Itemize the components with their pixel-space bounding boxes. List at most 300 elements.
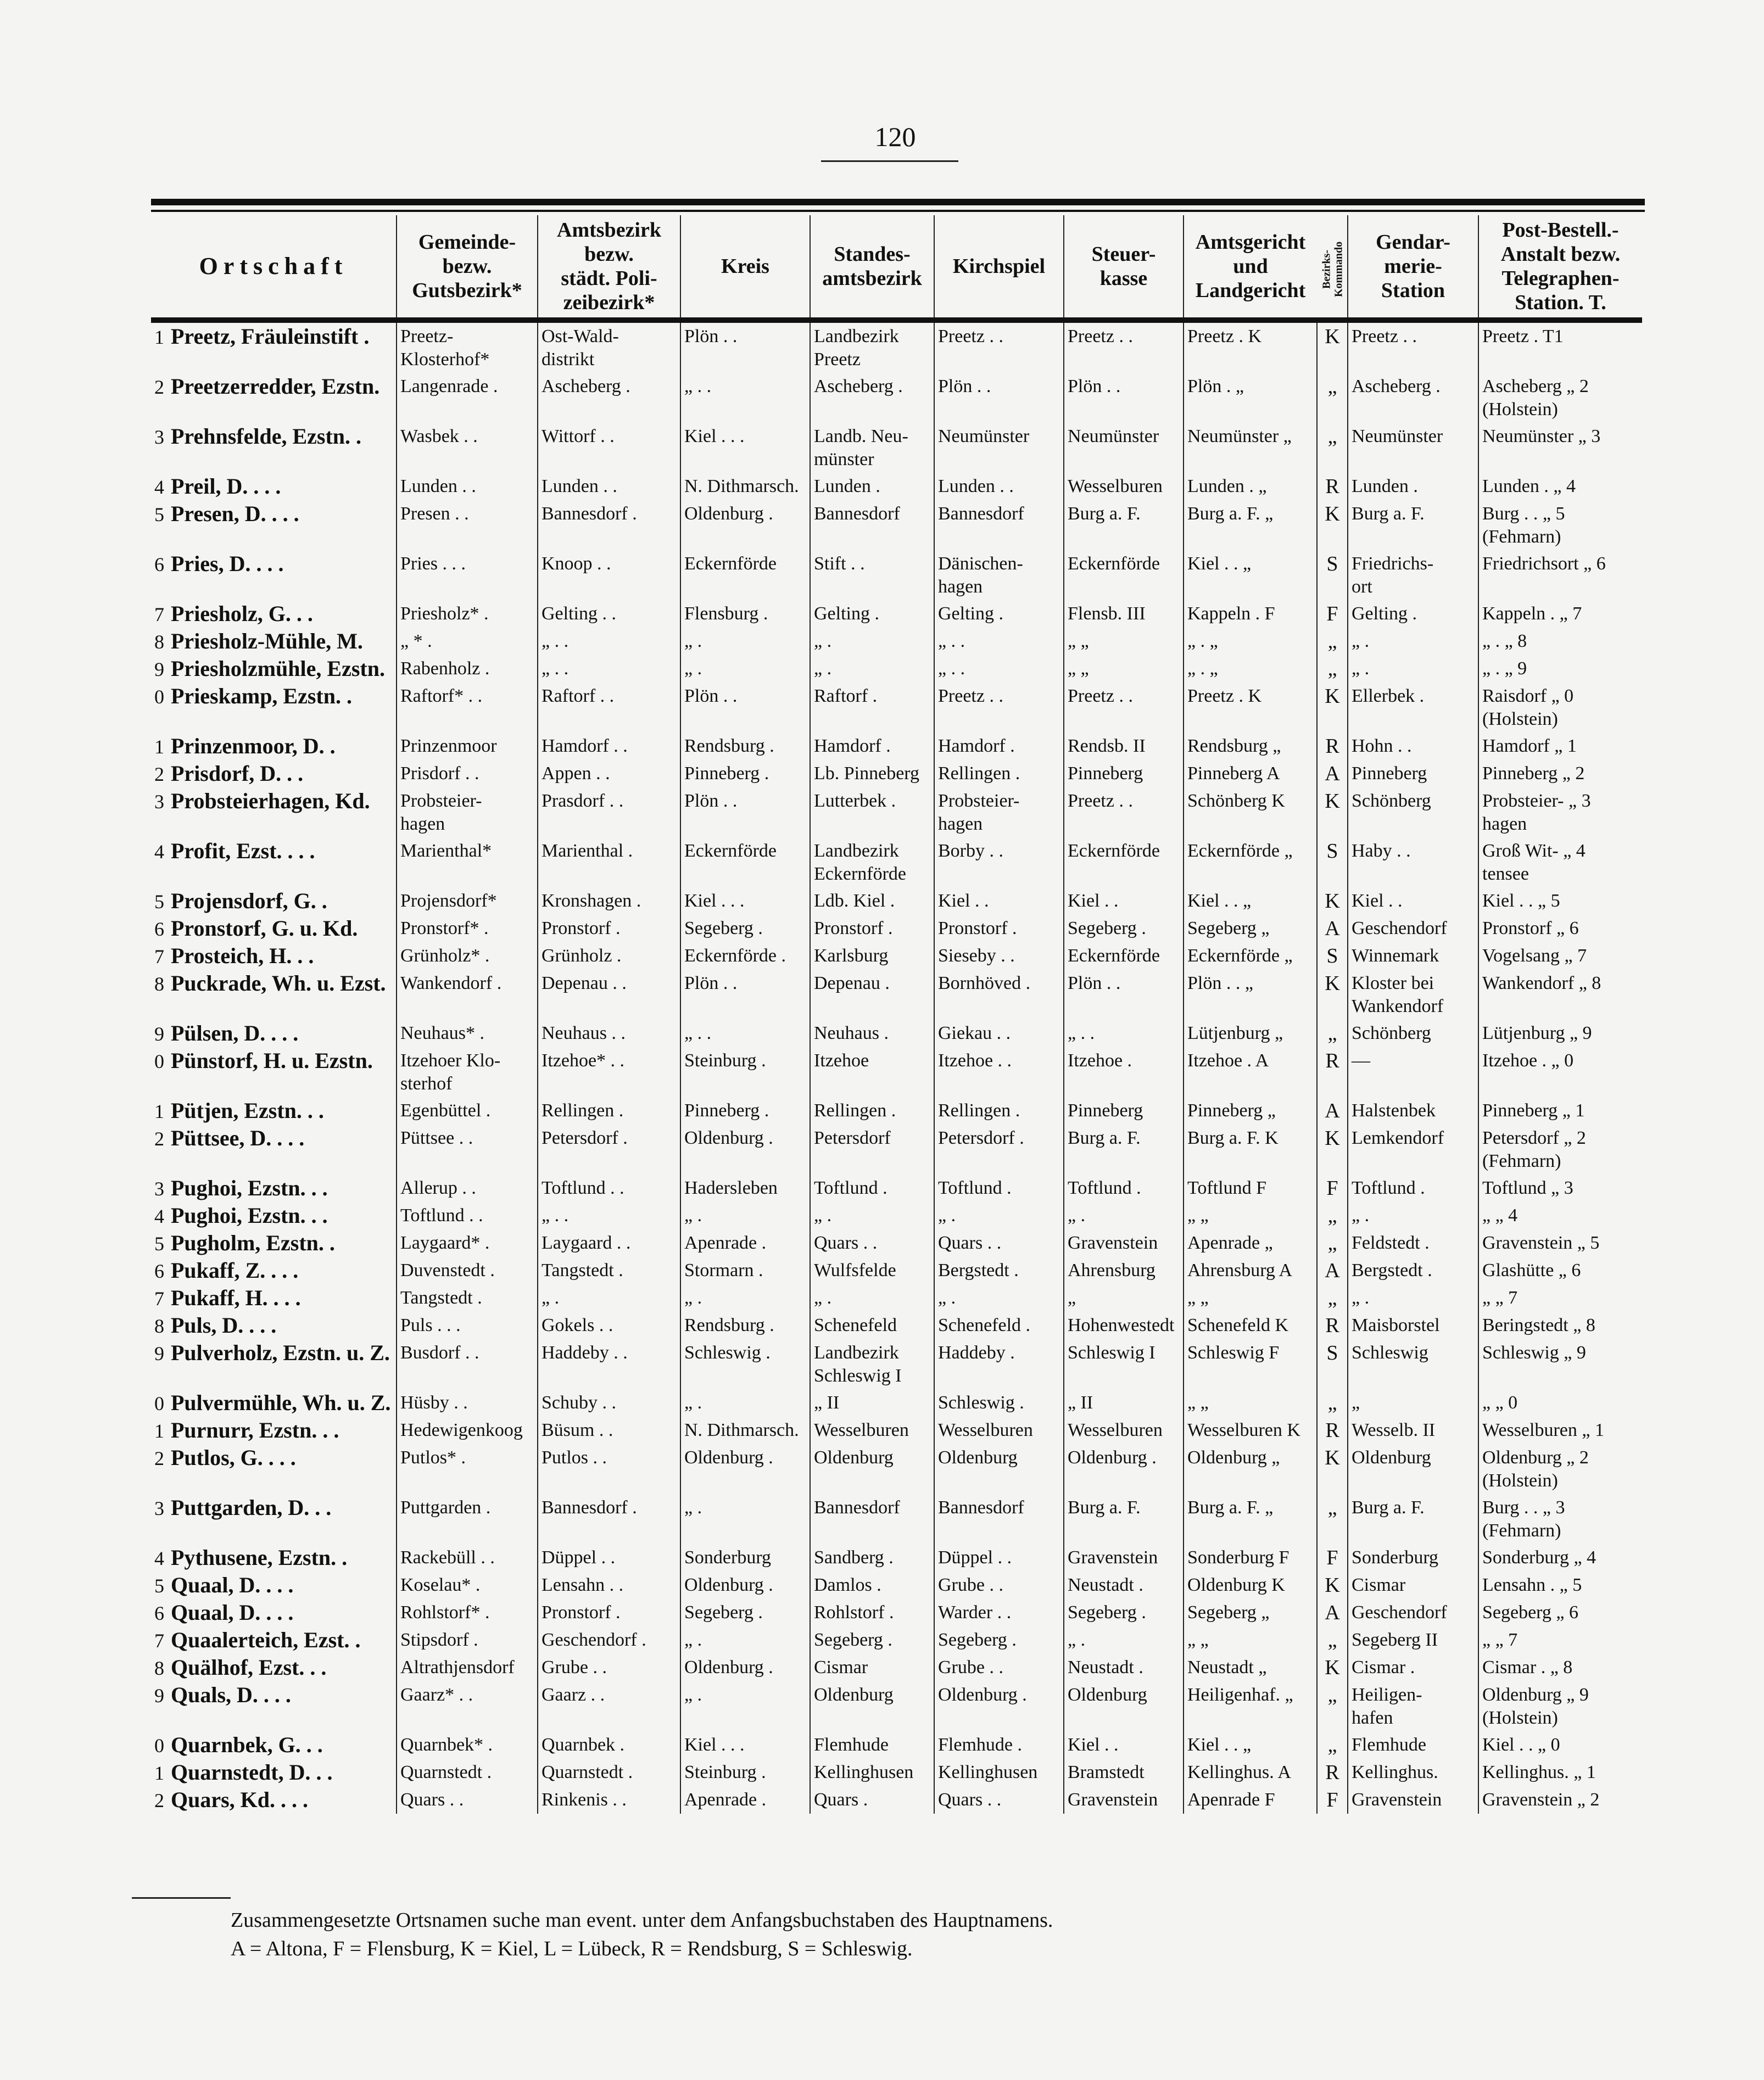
cell-amtsbezirk: Schuby . . — [538, 1389, 680, 1417]
cell-gemeinde: Pronstorf* . — [397, 915, 538, 942]
cell-post: Schleswig „ 9 — [1478, 1339, 1642, 1389]
cell-gemeinde: Hedewigenkoog — [397, 1417, 538, 1444]
cell-amtsgericht: Plön . „ — [1184, 373, 1317, 423]
cell-kreis: Oldenburg . — [680, 1125, 810, 1175]
cell-ortschaft — [151, 1731, 397, 1759]
cell-gemeinde: Püttsee . . — [397, 1125, 538, 1175]
cell-ortschaft — [151, 1047, 397, 1097]
cell-gemeinde: Koselau* . — [397, 1572, 538, 1599]
cell-kirchspiel: Hamdorf . — [934, 733, 1064, 760]
cell-kirchspiel: Oldenburg — [934, 1444, 1064, 1494]
row-number: 5 — [154, 891, 164, 913]
cell-standesamt: Wesselburen — [810, 1417, 934, 1444]
cell-gendarmerie: Winnemark — [1348, 942, 1478, 970]
cell-bezirkskommando: A — [1317, 1599, 1348, 1626]
cell-kreis: N. Dithmarsch. — [680, 473, 810, 500]
cell-gemeinde: Priesholz* . — [397, 600, 538, 628]
cell-gendarmerie: Hohn . . — [1348, 733, 1478, 760]
place-name: Putlos, G. . . . — [171, 1445, 296, 1470]
cell-amtsgericht: Segeberg „ — [1184, 915, 1317, 942]
cell-amtsgericht: Kiel . . „ — [1184, 887, 1317, 915]
place-name: Priesholz, G. . . — [171, 601, 313, 626]
cell-bezirkskommando: R — [1317, 1047, 1348, 1097]
cell-gendarmerie: Kellinghus. — [1348, 1759, 1478, 1786]
cell-amtsbezirk: Ost-Wald- distrikt — [538, 320, 680, 373]
place-name: Puls, D. . . . — [171, 1313, 277, 1338]
cell-bezirkskommando: „ — [1317, 373, 1348, 423]
table-row — [151, 1020, 1642, 1047]
cell-bezirkskommando: K — [1317, 1654, 1348, 1681]
cell-standesamt: Ascheberg . — [810, 373, 934, 423]
cell-gendarmerie: Cismar . — [1348, 1654, 1478, 1681]
cell-kreis: Oldenburg . — [680, 500, 810, 550]
row-number: 5 — [154, 1575, 164, 1597]
cell-amtsgericht: Schleswig F — [1184, 1339, 1317, 1389]
cell-bezirkskommando: K — [1317, 1125, 1348, 1175]
table-row — [151, 473, 1642, 500]
header-bezirkskommando: Bezirks- Kommando — [1317, 215, 1348, 320]
cell-gemeinde: Puttgarden . — [397, 1494, 538, 1544]
table-row — [151, 1097, 1642, 1125]
cell-standesamt: Lutterbek . — [810, 787, 934, 837]
cell-kirchspiel: Schleswig . — [934, 1389, 1064, 1417]
cell-amtsbezirk: Marienthal . — [538, 837, 680, 887]
cell-standesamt: Stift . . — [810, 550, 934, 600]
cell-ortschaft — [151, 1097, 397, 1125]
cell-ortschaft — [151, 1284, 397, 1312]
cell-amtsbezirk: Grube . . — [538, 1654, 680, 1681]
cell-post: Preetz . T1 — [1478, 320, 1642, 373]
cell-amtsbezirk: Hamdorf . . — [538, 733, 680, 760]
cell-bezirkskommando: S — [1317, 837, 1348, 887]
cell-gendarmerie: Friedrichs- ort — [1348, 550, 1478, 600]
header-post: Post-Bestell.- Anstalt bezw. Telegraphen- Station. T. — [1478, 215, 1642, 320]
row-number: 4 — [154, 841, 164, 863]
place-name: Pugholm, Ezstn. . — [171, 1231, 335, 1255]
cell-post: Friedrichsort „ 6 — [1478, 550, 1642, 600]
table-row — [151, 1417, 1642, 1444]
cell-kirchspiel: „ . — [934, 1284, 1064, 1312]
cell-gemeinde: Puls . . . — [397, 1312, 538, 1339]
cell-ortschaft — [151, 600, 397, 628]
cell-amtsbezirk: „ . . — [538, 655, 680, 683]
cell-bezirkskommando: K — [1317, 1572, 1348, 1599]
cell-standesamt: Segeberg . — [810, 1626, 934, 1654]
cell-gendarmerie: Wesselb. II — [1348, 1417, 1478, 1444]
cell-kirchspiel: Dänischen- hagen — [934, 550, 1064, 600]
cell-steuerkasse: Kiel . . — [1064, 1731, 1184, 1759]
cell-amtsgericht: Preetz . K — [1184, 683, 1317, 733]
cell-kreis: Steinburg . — [680, 1047, 810, 1097]
cell-post: „ . „ 8 — [1478, 628, 1642, 655]
cell-gendarmerie: Toftlund . — [1348, 1175, 1478, 1202]
table-row — [151, 500, 1642, 550]
row-number: 8 — [154, 1315, 164, 1337]
table-row — [151, 1125, 1642, 1175]
table-row — [151, 760, 1642, 787]
cell-gemeinde: Wankendorf . — [397, 970, 538, 1020]
cell-bezirkskommando: „ — [1317, 655, 1348, 683]
table-row — [151, 1681, 1642, 1731]
place-name: Quarnstedt, D. . . — [171, 1760, 333, 1785]
cell-ortschaft — [151, 1389, 397, 1417]
cell-steuerkasse: Eckernförde — [1064, 837, 1184, 887]
cell-gemeinde: Pries . . . — [397, 550, 538, 600]
place-name: Quälhof, Ezst. . . — [171, 1655, 327, 1680]
cell-ortschaft — [151, 1544, 397, 1572]
footnote: Zusammengesetzte Ortsnamen suche man event. unter dem Anfangsbuchstaben des Hauptnamens. — [231, 1909, 1053, 1932]
cell-amtsbezirk: Düppel . . — [538, 1544, 680, 1572]
row-number: 2 — [154, 1790, 164, 1811]
cell-amtsbezirk: Petersdorf . — [538, 1125, 680, 1175]
cell-gendarmerie: Ascheberg . — [1348, 373, 1478, 423]
cell-amtsgericht: Schenefeld K — [1184, 1312, 1317, 1339]
cell-ortschaft — [151, 683, 397, 733]
cell-amtsbezirk: Pronstorf . — [538, 1599, 680, 1626]
cell-steuerkasse: Pinneberg — [1064, 760, 1184, 787]
place-name: Pythusene, Ezstn. . — [171, 1545, 348, 1570]
cell-kirchspiel: Oldenburg . — [934, 1681, 1064, 1731]
cell-gemeinde: Presen . . — [397, 500, 538, 550]
cell-standesamt: Landbezirk Eckernförde — [810, 837, 934, 887]
place-name: Pulverholz, Ezstn. u. Z. — [171, 1340, 390, 1365]
cell-amtsgericht: „ „ — [1184, 1389, 1317, 1417]
cell-bezirkskommando: „ — [1317, 1494, 1348, 1544]
row-number: 0 — [154, 1735, 164, 1757]
cell-bezirkskommando: S — [1317, 1339, 1348, 1389]
cell-standesamt: Landbezirk Schleswig I — [810, 1339, 934, 1389]
page-number: 120 — [874, 121, 916, 152]
cell-steuerkasse: Eckernförde — [1064, 550, 1184, 600]
cell-amtsgericht: Apenrade F — [1184, 1786, 1317, 1814]
place-name: Projensdorf, G. . — [171, 888, 327, 913]
cell-ortschaft — [151, 970, 397, 1020]
cell-kreis: Eckernförde — [680, 550, 810, 600]
row-number: 1 — [154, 1420, 164, 1442]
cell-standesamt: Bannesdorf — [810, 1494, 934, 1544]
table-top-rule-thin — [151, 210, 1645, 212]
cell-kreis: Oldenburg . — [680, 1654, 810, 1681]
cell-steuerkasse: „ — [1064, 1284, 1184, 1312]
cell-amtsgericht: Segeberg „ — [1184, 1599, 1317, 1626]
cell-steuerkasse: Schleswig I — [1064, 1339, 1184, 1389]
cell-gemeinde: Grünholz* . — [397, 942, 538, 970]
cell-gendarmerie: Halstenbek — [1348, 1097, 1478, 1125]
cell-kreis: Schleswig . — [680, 1339, 810, 1389]
cell-kreis: Segeberg . — [680, 1599, 810, 1626]
cell-amtsgericht: Apenrade „ — [1184, 1229, 1317, 1257]
cell-kirchspiel: Quars . . — [934, 1786, 1064, 1814]
place-name: Puttgarden, D. . . — [171, 1495, 332, 1520]
cell-kirchspiel: Warder . . — [934, 1599, 1064, 1626]
cell-bezirkskommando: „ — [1317, 423, 1348, 473]
place-name: Preil, D. . . . — [171, 474, 281, 499]
row-number: 4 — [154, 476, 164, 498]
header-steuerkasse: Steuer- kasse — [1064, 215, 1184, 320]
cell-ortschaft — [151, 628, 397, 655]
cell-kreis: „ . — [680, 1202, 810, 1229]
cell-post: „ . „ 9 — [1478, 655, 1642, 683]
cell-gendarmerie: Oldenburg — [1348, 1444, 1478, 1494]
cell-steuerkasse: Neustadt . — [1064, 1654, 1184, 1681]
cell-kreis: Hadersleben — [680, 1175, 810, 1202]
cell-amtsgericht: Plön . . „ — [1184, 970, 1317, 1020]
cell-kreis: Kiel . . . — [680, 1731, 810, 1759]
cell-kirchspiel: Rellingen . — [934, 1097, 1064, 1125]
cell-standesamt: Quars . . — [810, 1229, 934, 1257]
cell-bezirkskommando: S — [1317, 942, 1348, 970]
cell-post: Petersdorf „ 2 (Fehmarn) — [1478, 1125, 1642, 1175]
cell-amtsgericht: Preetz . K — [1184, 320, 1317, 373]
cell-standesamt: Wulfsfelde — [810, 1257, 934, 1284]
cell-gendarmerie: Heiligen- hafen — [1348, 1681, 1478, 1731]
cell-gendarmerie: „ . — [1348, 655, 1478, 683]
table-row — [151, 787, 1642, 837]
row-number: 7 — [154, 603, 164, 625]
cell-steuerkasse: Plön . . — [1064, 373, 1184, 423]
cell-bezirkskommando: „ — [1317, 1229, 1348, 1257]
cell-bezirkskommando: „ — [1317, 1731, 1348, 1759]
cell-post: „ „ 7 — [1478, 1284, 1642, 1312]
place-name: Prieskamp, Ezstn. . — [171, 684, 352, 708]
cell-kreis: Plön . . — [680, 787, 810, 837]
cell-gendarmerie: „ — [1348, 1389, 1478, 1417]
row-number: 4 — [154, 1205, 164, 1227]
cell-steuerkasse: „ . — [1064, 1202, 1184, 1229]
row-number: 6 — [154, 1260, 164, 1282]
row-number: 3 — [154, 1178, 164, 1200]
row-number: 2 — [154, 1447, 164, 1469]
cell-steuerkasse: Wesselburen — [1064, 473, 1184, 500]
cell-post: Burg . . „ 3 (Fehmarn) — [1478, 1494, 1642, 1544]
cell-kirchspiel: Neumünster — [934, 423, 1064, 473]
cell-ortschaft — [151, 942, 397, 970]
place-name: Presen, D. . . . — [171, 501, 299, 526]
cell-kirchspiel: Bergstedt . — [934, 1257, 1064, 1284]
cell-amtsgericht: Lunden . „ — [1184, 473, 1317, 500]
cell-gendarmerie: Flemhude — [1348, 1731, 1478, 1759]
cell-kirchspiel: Flemhude . — [934, 1731, 1064, 1759]
cell-gemeinde: Rohlstorf* . — [397, 1599, 538, 1626]
row-number: 6 — [154, 918, 164, 940]
cell-kreis: „ . . — [680, 373, 810, 423]
cell-kirchspiel: Grube . . — [934, 1572, 1064, 1599]
cell-standesamt: Lb. Pinneberg — [810, 760, 934, 787]
cell-steuerkasse: Preetz . . — [1064, 320, 1184, 373]
cell-ortschaft — [151, 373, 397, 423]
cell-steuerkasse: Oldenburg . — [1064, 1444, 1184, 1494]
cell-bezirkskommando: „ — [1317, 1681, 1348, 1731]
cell-amtsgericht: „ „ — [1184, 1626, 1317, 1654]
cell-ortschaft — [151, 550, 397, 600]
table-row — [151, 1175, 1642, 1202]
cell-ortschaft — [151, 1312, 397, 1339]
cell-standesamt: Depenau . — [810, 970, 934, 1020]
place-name: Püttsee, D. . . . — [171, 1126, 305, 1150]
cell-kreis: „ . — [680, 1389, 810, 1417]
cell-ortschaft — [151, 1494, 397, 1544]
place-name: Quaalerteich, Ezst. . — [171, 1628, 361, 1652]
cell-kreis: N. Dithmarsch. — [680, 1417, 810, 1444]
cell-amtsgericht: Toftlund F — [1184, 1175, 1317, 1202]
row-number: 5 — [154, 504, 164, 525]
abbreviation-legend: A = Altona, F = Flensburg, K = Kiel, L = Lübeck, R = Rendsburg, S = Schleswig. — [231, 1937, 913, 1960]
cell-standesamt: Oldenburg — [810, 1681, 934, 1731]
cell-steuerkasse: Hohenwestedt — [1064, 1312, 1184, 1339]
cell-gendarmerie: Ellerbek . — [1348, 683, 1478, 733]
cell-gendarmerie: Gelting . — [1348, 600, 1478, 628]
cell-bezirkskommando: F — [1317, 1544, 1348, 1572]
row-number: 8 — [154, 631, 164, 653]
cell-post: Kellinghus. „ 1 — [1478, 1759, 1642, 1786]
cell-post: Vogelsang „ 7 — [1478, 942, 1642, 970]
cell-standesamt: Toftlund . — [810, 1175, 934, 1202]
cell-gemeinde: Duvenstedt . — [397, 1257, 538, 1284]
cell-amtsbezirk: Rinkenis . . — [538, 1786, 680, 1814]
cell-amtsbezirk: Laygaard . . — [538, 1229, 680, 1257]
cell-kreis: Apenrade . — [680, 1786, 810, 1814]
table-row — [151, 320, 1642, 373]
cell-gendarmerie: „ . — [1348, 1202, 1478, 1229]
cell-gemeinde: Probsteier- hagen — [397, 787, 538, 837]
cell-amtsbezirk: Appen . . — [538, 760, 680, 787]
cell-amtsgericht: „ „ — [1184, 1284, 1317, 1312]
cell-steuerkasse: Burg a. F. — [1064, 1494, 1184, 1544]
cell-gendarmerie: Feldstedt . — [1348, 1229, 1478, 1257]
cell-standesamt: Flemhude — [810, 1731, 934, 1759]
cell-gendarmerie: — — [1348, 1047, 1478, 1097]
cell-gendarmerie: Burg a. F. — [1348, 500, 1478, 550]
row-number: 3 — [154, 791, 164, 813]
place-name: Prosteich, H. . . — [171, 943, 314, 968]
cell-gemeinde: Busdorf . . — [397, 1339, 538, 1389]
cell-gendarmerie: Sonderburg — [1348, 1544, 1478, 1572]
table-row — [151, 942, 1642, 970]
place-name: Priesholzmühle, Ezstn. — [171, 656, 385, 681]
cell-post: Kappeln . „ 7 — [1478, 600, 1642, 628]
cell-kreis: „ . — [680, 628, 810, 655]
cell-kreis: Eckernförde — [680, 837, 810, 887]
table-row — [151, 628, 1642, 655]
table-row — [151, 970, 1642, 1020]
cell-kreis: „ . . — [680, 1020, 810, 1047]
cell-amtsgericht: Pinneberg A — [1184, 760, 1317, 787]
table-row — [151, 1257, 1642, 1284]
cell-gendarmerie: Gravenstein — [1348, 1786, 1478, 1814]
cell-ortschaft — [151, 1339, 397, 1389]
cell-bezirkskommando: F — [1317, 1175, 1348, 1202]
cell-ortschaft — [151, 655, 397, 683]
place-name: Puckrade, Wh. u. Ezst. — [171, 971, 386, 996]
cell-kirchspiel: Sieseby . . — [934, 942, 1064, 970]
table-row — [151, 1229, 1642, 1257]
cell-gemeinde: Rabenholz . — [397, 655, 538, 683]
cell-post: Toftlund „ 3 — [1478, 1175, 1642, 1202]
cell-ortschaft — [151, 760, 397, 787]
cell-standesamt: Gelting . — [810, 600, 934, 628]
cell-ortschaft — [151, 1125, 397, 1175]
cell-steuerkasse: Bramstedt — [1064, 1759, 1184, 1786]
cell-kirchspiel: Lunden . . — [934, 473, 1064, 500]
table-row — [151, 1284, 1642, 1312]
cell-gemeinde: Stipsdorf . — [397, 1626, 538, 1654]
cell-amtsgericht: Rendsburg „ — [1184, 733, 1317, 760]
cell-kirchspiel: Plön . . — [934, 373, 1064, 423]
cell-bezirkskommando: K — [1317, 887, 1348, 915]
cell-standesamt: Neuhaus . — [810, 1020, 934, 1047]
row-number: 0 — [154, 686, 164, 708]
header-kirchspiel: Kirchspiel — [934, 215, 1064, 320]
cell-post: „ „ 0 — [1478, 1389, 1642, 1417]
cell-steuerkasse: Ahrensburg — [1064, 1257, 1184, 1284]
cell-gendarmerie: Geschendorf — [1348, 915, 1478, 942]
cell-amtsgericht: Heiligenhaf. „ — [1184, 1681, 1317, 1731]
table-row — [151, 1494, 1642, 1544]
table-row — [151, 887, 1642, 915]
cell-post: Wankendorf „ 8 — [1478, 970, 1642, 1020]
cell-gemeinde: Quars . . — [397, 1786, 538, 1814]
cell-gendarmerie: Geschendorf — [1348, 1599, 1478, 1626]
cell-post: Raisdorf „ 0 (Holstein) — [1478, 683, 1642, 733]
cell-ortschaft — [151, 1572, 397, 1599]
cell-kirchspiel: Preetz . . — [934, 683, 1064, 733]
cell-kreis: Pinneberg . — [680, 1097, 810, 1125]
cell-kirchspiel: Haddeby . — [934, 1339, 1064, 1389]
cell-ortschaft — [151, 1681, 397, 1731]
cell-gendarmerie: Kloster bei Wankendorf — [1348, 970, 1478, 1020]
cell-gendarmerie: Segeberg II — [1348, 1626, 1478, 1654]
cell-standesamt: „ II — [810, 1389, 934, 1417]
cell-amtsgericht: Sonderburg F — [1184, 1544, 1317, 1572]
cell-amtsbezirk: Kronshagen . — [538, 887, 680, 915]
cell-kreis: Eckernförde . — [680, 942, 810, 970]
cell-kirchspiel: Petersdorf . — [934, 1125, 1064, 1175]
header-standesamt: Standes- amtsbezirk — [810, 215, 934, 320]
cell-post: Segeberg „ 6 — [1478, 1599, 1642, 1626]
cell-amtsbezirk: Gaarz . . — [538, 1681, 680, 1731]
cell-kreis: Segeberg . — [680, 915, 810, 942]
row-number: 2 — [154, 763, 164, 785]
row-number: 2 — [154, 1128, 164, 1150]
place-name: Quals, D. . . . — [171, 1682, 291, 1707]
table-row — [151, 1339, 1642, 1389]
table-row — [151, 600, 1642, 628]
cell-standesamt: Damlos . — [810, 1572, 934, 1599]
cell-kirchspiel: Probsteier- hagen — [934, 787, 1064, 837]
cell-amtsgericht: Ahrensburg A — [1184, 1257, 1317, 1284]
cell-gendarmerie: Neumünster — [1348, 423, 1478, 473]
cell-ortschaft — [151, 915, 397, 942]
cell-standesamt: Landbezirk Preetz — [810, 320, 934, 373]
cell-ortschaft — [151, 1257, 397, 1284]
cell-standesamt: „ . — [810, 1202, 934, 1229]
cell-steuerkasse: Segeberg . — [1064, 915, 1184, 942]
cell-gemeinde: Putlos* . — [397, 1444, 538, 1494]
cell-post: Cismar . „ 8 — [1478, 1654, 1642, 1681]
cell-ortschaft — [151, 320, 397, 373]
cell-kirchspiel: Pronstorf . — [934, 915, 1064, 942]
cell-kirchspiel: Kiel . . — [934, 887, 1064, 915]
table-row — [151, 733, 1642, 760]
cell-steuerkasse: Preetz . . — [1064, 683, 1184, 733]
place-name: Pulvermühle, Wh. u. Z. — [171, 1390, 391, 1415]
cell-post: Ascheberg „ 2 (Holstein) — [1478, 373, 1642, 423]
row-number: 6 — [154, 553, 164, 575]
place-name: Quarnbek, G. . . — [171, 1732, 323, 1757]
cell-bezirkskommando: K — [1317, 500, 1348, 550]
table-row — [151, 1544, 1642, 1572]
cell-kreis: Rendsburg . — [680, 1312, 810, 1339]
